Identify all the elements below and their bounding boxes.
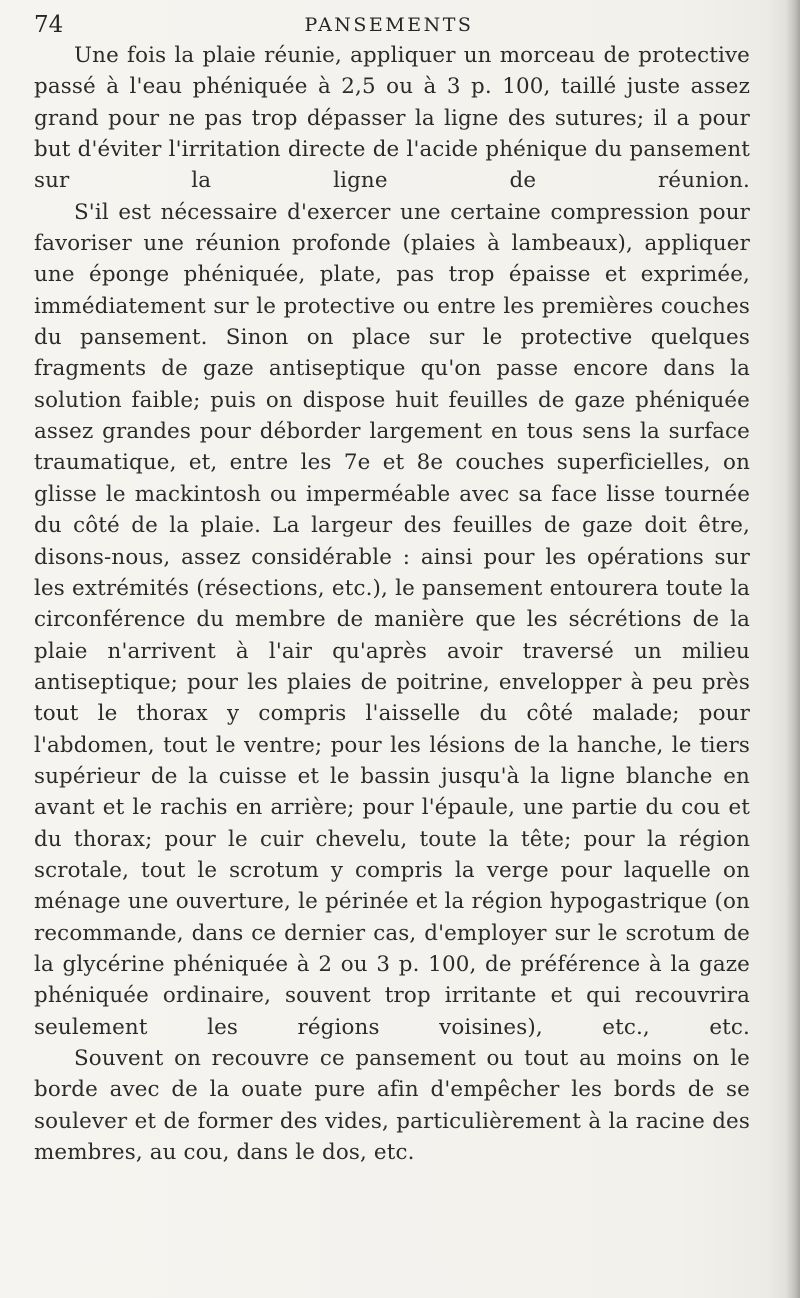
running-head: PANSEMENTS [304,14,474,36]
paragraph-ouate: Souvent on recouvre ce pansement ou tout au moins on le borde avec de la ouate pure afin d'empêcher les bords de se soulever et de former des vides, particulièrement à la racine des membres, au cou, dans le dos, etc. [34,1046,750,1166]
paragraph-protective: Une fois la plaie réunie, appliquer un morceau de protective passé à l'eau phéniquée à 2,5 ou à 3 p. 100, taillé juste assez grand pour ne pas trop dépasser la ligne des sutures; il a pour but d'éviter l'irritation directe de l'acide phénique du pansement sur la ligne de réunion. [34,43,750,194]
page-header [34,8,744,44]
page-edge-shadow [786,0,800,1298]
page-number: 74 [34,12,64,38]
body-text [34,40,750,1168]
paragraph-compression: S'il est nécessaire d'exercer une certaine compression pour favoriser une réunion profonde (plaies à lambeaux), appliquer une éponge phéniquée, plate, pas trop épaisse et exprimée, immédiatement sur le protective ou entre les premières couches du pansement. Sinon on place sur le protective quelques fragments de gaze antiseptique qu'on passe encore dans la solution faible; puis on dispose huit feuilles de gaze phéniquée assez grandes pour déborder largement en tous sens la surface traumatique, et, entre les 7e et 8e couches superficielles, on glisse le mackintosh ou imperméable avec sa face lisse tournée du côté de la plaie. La largeur des feuilles de gaze doit être, disons-nous, assez considérable : ainsi pour les opérations sur les extrémités (résections, etc.), le pansement entourera toute la circonférence du membre de manière que les sécrétions de la plaie n'arrivent à l'air qu'après avoir traversé un milieu antiseptique; pour les plaies de poitrine, envelopper à peu près tout le thorax y compris l'aisselle du côté malade; pour l'abdomen, tout le ventre; pour les lésions de la hanche, le tiers supérieur de la cuisse et le bassin jusqu'à la ligne blanche en avant et le rachis en arrière; pour l'épaule, une partie du cou et du thorax; pour le cuir chevelu, toute la tête; pour la région scrotale, tout le scrotum y compris la verge pour laquelle on ménage une ouverture, le périnée et la région hypogastrique (on recommande, dans ce dernier cas, d'employer sur le scrotum de la glycérine phéniquée à 2 ou 3 p. 100, de préférence à la gaze phéniquée ordinaire, souvent trop irritante et qui recouvrira seulement les régions voisines), etc., etc. [34,199,750,1040]
